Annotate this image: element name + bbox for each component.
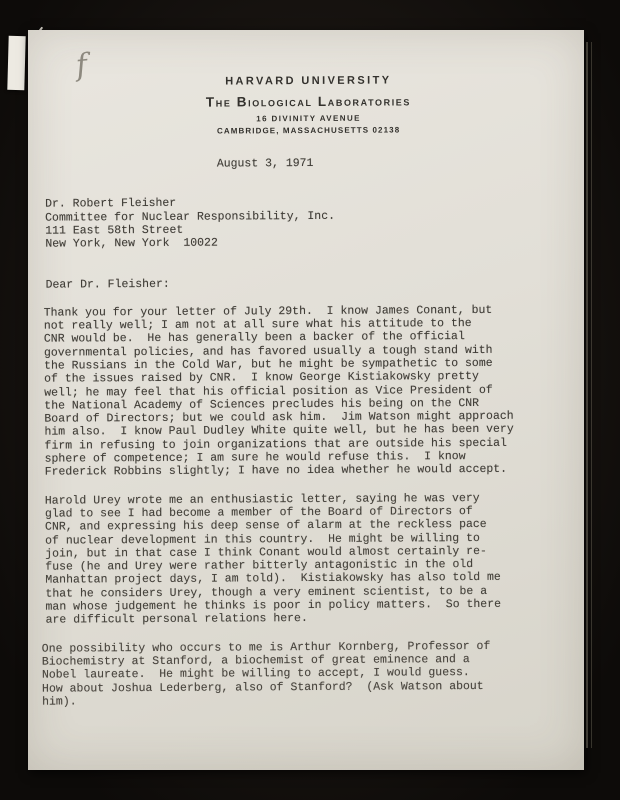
- recipient-address: Dr. Robert Fleisher Committee for Nuclear Responsibility, Inc. 111 East 58th Street New York, New York 10022: [45, 197, 336, 251]
- page-edge-line: [586, 42, 588, 748]
- letter-page: [28, 30, 584, 770]
- paper-corner-tab: [7, 36, 25, 90]
- handwritten-annotation: f: [74, 47, 89, 84]
- letterhead-street: 16 DIVINITY AVENUE: [256, 113, 361, 124]
- body-paragraph: Harold Urey wrote me an enthusiastic letter, saying he was very glad to see I had become a member of the Board of Directors of CNR, and expressing his deep sense of alarm at the reckless pace of nuclear development in this country. He might be willing to join, but in that case I think Conant would almost certainly re- fuse (he and Urey were rather bitterly antagonistic in the old Manhattan project days, I am told). Kistiakowsky has also told me that he considers Urey, though a very eminent scientist, to be a man whose judgement he thinks is poor in policy matters. So there are difficult personal relations here.: [44, 491, 502, 627]
- letterhead-department: The Biological Laboratories: [205, 93, 412, 110]
- letterhead-city: CAMBRIDGE, MASSACHUSETTS 02138: [216, 125, 401, 136]
- letter-date: August 3, 1971: [216, 156, 314, 171]
- body-paragraph: Thank you for your letter of July 29th. I know James Conant, but not really well; I am not at all sure what his attitude to the CNR would be. He has generally been a backer of the official governmental policies, and has favored usually a tough stand with the Russians in the Cold War, but he might be sympathetic to some of the issues raised by CNR. I know George Kistiakowsky pretty well; he may feel that his official position as Vice President of the National Academy of Sciences precludes his being on the CNR Board of Directors; but we could ask him. Jim Watson might approach him also. I know Paul Dudley White quite well, but he has been very firm in refusing to join organizations that are outside his special sphere of competence; I am sure he would refuse this. I know Frederick Robbins slightly; I have no idea whether he would accept.: [43, 303, 514, 479]
- salutation: Dear Dr. Fleisher:: [45, 278, 170, 293]
- letterhead-university: HARVARD UNIVERSITY: [225, 74, 392, 88]
- page-edge-line: [591, 42, 592, 748]
- letter-content: [38, 28, 582, 708]
- letterhead: [38, 28, 579, 136]
- body-paragraph: One possibility who occurs to me is Arthur Kornberg, Professor of Biochemistry at Stanford, a biochemist of great eminence and a Nobel laureate. He might be willing to accept, I would guess. How about Joshua Lederberg, also of Stanford? (Ask Watson about him).: [41, 639, 491, 709]
